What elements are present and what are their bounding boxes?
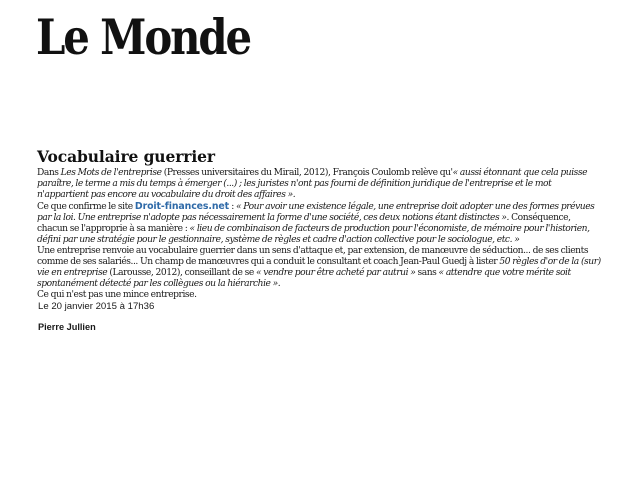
article-headline: Vocabulaire guerrier bbox=[37, 147, 215, 166]
author-name: Pierre Jullien bbox=[38, 322, 96, 332]
paragraph-1: Dans Les Mots de l'entreprise (Presses universitaires du Mirail, 2012), François Coulomb relève qu'« aussi étonnant que cela puisse paraître, le terme a mis du temps à émerger (...) ; les juristes n'ont pas fourni de définition juridique de l'entreprise et le mot n'appartient pas encore au vocabulaire du droit des affaires ». bbox=[37, 168, 588, 200]
le-monde-logo bbox=[36, 8, 254, 68]
paragraph-2: Ce que confirme le site Droit-finances.net : « Pour avoir une existence légale, une entreprise doit adopter une des formes prévues par la loi. Une entreprise n'adopte pas nécessairement la forme d'une société, ces deux notions étant distinctes ». Conséquence, chacun se l'approprie à sa manière : « lieu de combinaison de facteurs de production pour l'économiste, de mémoire pour l'historien, défini par une stratégie pour le gestionnaire, système de règles et cadre d'action collective pour le sociologue, etc. » bbox=[37, 201, 595, 245]
publication-date: Le 20 janvier 2015 à 17h36 bbox=[38, 301, 155, 312]
article-body bbox=[37, 168, 603, 301]
droit-finances-link[interactable]: Droit-finances.net bbox=[134, 201, 230, 212]
paragraph-3: Une entreprise renvoie au vocabulaire guerrier dans un sens d'attaque et, par extension, de manœuvre de séduction... de ses clients comme de ses salariés... Un champ de manœuvres qui a conduit le consultant et coach Jean-Paul Guedj à lister 50 règles d'or de la (sur) vie en entreprise (Larousse, 2012), conseillant de se « vendre pour être acheté par autrui » sans « attendre que votre mérite soit spontanément détecté par les collègues ou la hiérarchie ». bbox=[37, 246, 601, 289]
paragraph-4: Ce qui n'est pas une mince entreprise. bbox=[37, 290, 197, 300]
logo-text: Le Monde bbox=[36, 8, 251, 66]
